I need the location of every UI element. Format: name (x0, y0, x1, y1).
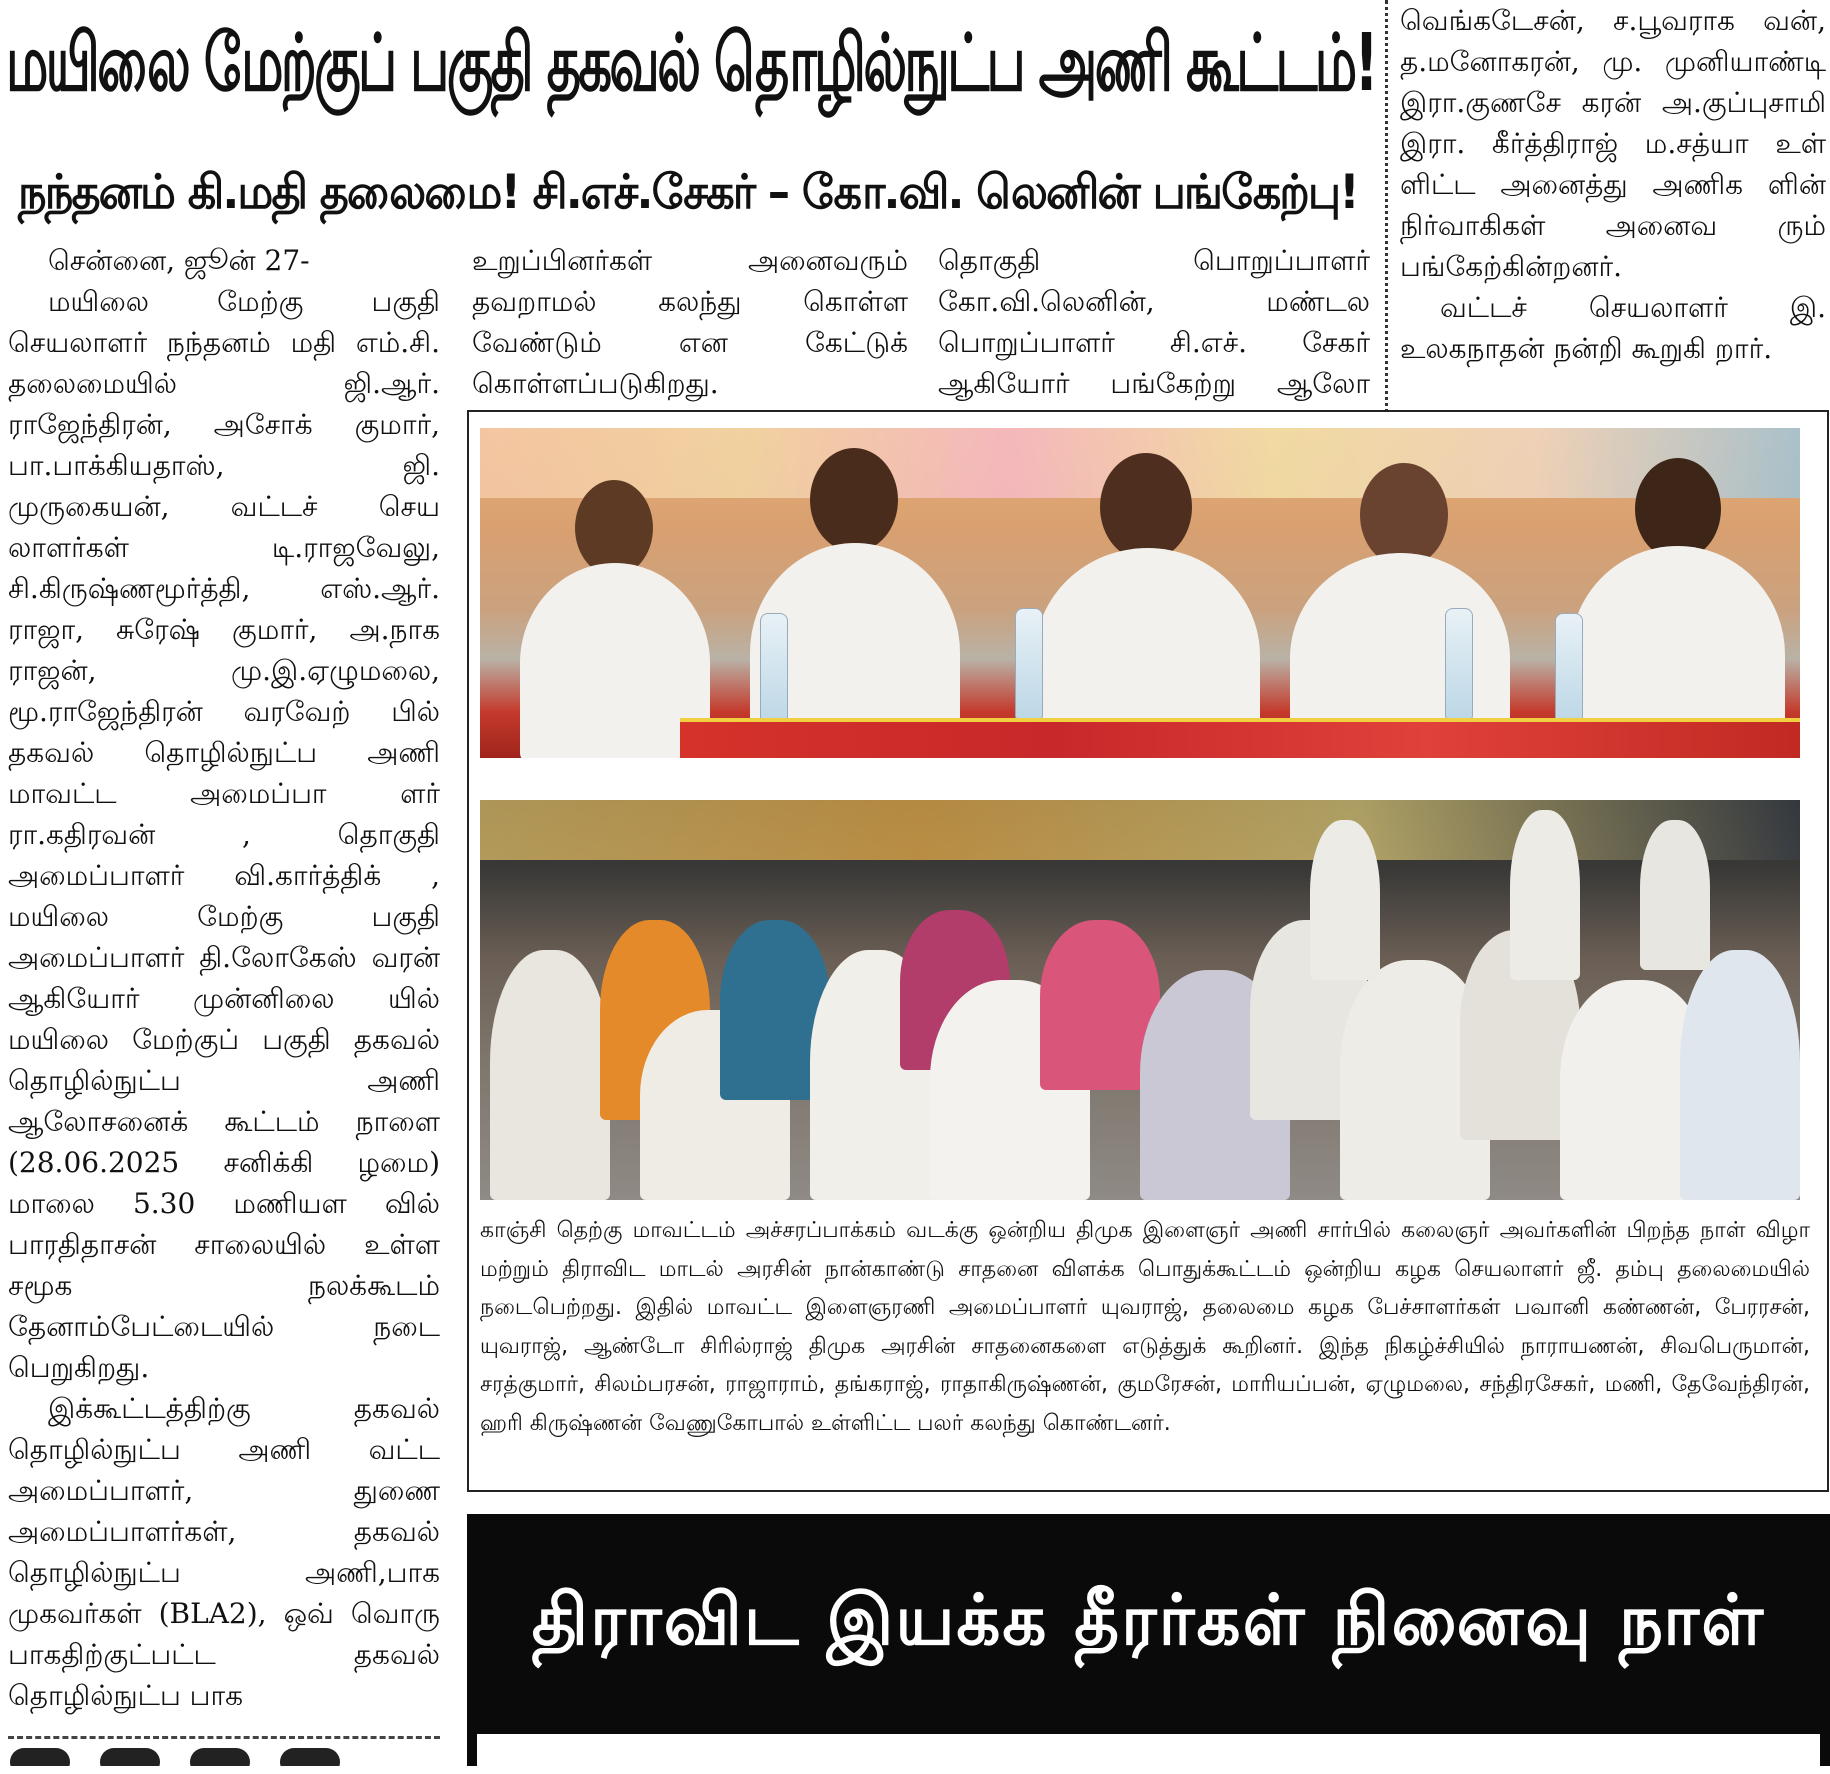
article-column-1 (8, 240, 440, 1720)
article-paragraph: இக்கூட்டத்திற்கு தகவல் தொழில்நுட்ப அணி வட்ட அமைப்பாளர், துணை அமைப்பாளர்கள், தகவல் தொழில்நுட்ப அணி,பாக முகவர்கள் (BLA2), ஒவ் வொரு பாகதிற்குட்பட்ட தகவல் தொழில்நுட்ப பாக (8, 1392, 440, 1712)
person-head (1635, 458, 1721, 560)
person-head (810, 448, 898, 552)
article-paragraph: வெங்கடேசன், ச.பூவராக வன், த.மனோகரன், மு. முனியாண்டி இரா.குணசே கரன் அ.குப்புசாமி இரா. கீர்த்திராஜ் ம.சத்யா உள் ளிட்ட அனைத்து அணிக ளின் நிர்வாகிகள் அனைவ ரும் பங்கேற்கின்றனர். (1400, 4, 1826, 283)
article-column-2 (472, 240, 908, 410)
photo-caption-text: காஞ்சி தெற்கு மாவட்டம் அச்சரப்பாக்கம் வடக்கு ஒன்றிய திமுக இளைஞர் அணி சார்பில் கலைஞர் அவர்களின் பிறந்த நாள் விழா மற்றும் திராவிட மாடல் அரசின் நான்காண்டு சாதனை விளக்க பொதுக்கூட்டம் ஒன்றிய கழக செயலாளர் ஜீ. தம்பு தலைமையில் நடைபெற்றது. இதில் மாவட்ட இளைஞரணி அமைப்பாளர் யுவராஜ், தலைமை கழக பேச்சாளர்கள் பவானி கண்ணன், பேரரசன், யுவராஜ், ஆண்டோ சிரில்ராஜ் திமுக அரசின் சாதனைகளை எடுத்துக் கூறினர். இந்த நிகழ்ச்சியில் நாராயணன், சிவபெருமான், சரத்குமார், சிலம்பரசன், ராஜாராம், தங்கராஜ், ராதாகிருஷ்ணன், குமரேசன், மாரியப்பன், ஏழுமலை, சந்திரசேகர், மணி, தேவேந்திரன், ஹரி கிருஷ்ணன் வேணுகோபால் உள்ளிட்ட பலர் கலந்து கொண்டனர். (480, 1218, 1810, 1436)
dateline: சென்னை, ஜூன் 27- (48, 244, 310, 277)
water-bottle (1015, 608, 1043, 720)
article-paragraph: வட்டச் செயலாளர் இ. உலகநாதன் நன்றி கூறுகி றார். (1400, 291, 1826, 365)
person-head (1100, 453, 1192, 561)
subheadline: நந்தனம் கி.மதி தலைமை! சி.எச்.சேகர் – கோ.வி. லெனின் பங்கேற்பு! (18, 165, 1358, 220)
article-paragraph: தொகுதி பொறுப்பாளர் கோ.வி.லெனின், மண்டல பொறுப்பாளர் சி.எச். சேகர் ஆகியோர் பங்கேற்று ஆலோ (938, 244, 1370, 400)
backdrop-banner (480, 800, 1800, 860)
person-head (575, 480, 653, 576)
memorial-box-title: திராவிட இயக்க தீரர்கள் நினைவு நாள் (531, 1578, 1766, 1661)
photo-feature (467, 410, 1829, 1492)
memorial-box (467, 1514, 1830, 1766)
article-paragraph: உறுப்பினர்கள் அனைவரும் தவறாமல் கலந்து கொள்ள வேண்டும் என கேட்டுக் கொள்ளப்படுகிறது. (472, 244, 908, 400)
standing-person (1510, 810, 1580, 980)
article-paragraph: மயிலை மேற்கு பகுதி செயலாளர் நந்தனம் மதி எம்.சி. தலைமையில் ஜி.ஆர். ராஜேந்திரன், அசோக் குமார், பா.பாக்கியதாஸ், ஜி. முருகையன், வட்டச் செய லாளர்கள் டி.ராஜவேலு, சி.கிருஷ்ணமூர்த்தி, எஸ்.ஆர். ராஜா, சுரேஷ் குமார், அ.நாக ராஜன், மு.இ.ஏழுமலை, மூ.ராஜேந்திரன் வரவேற் பில் தகவல் தொழில்நுட்ப அணி மாவட்ட அமைப்பா ளர் ரா.கதிரவன் , தொகுதி அமைப்பாளர் வி.கார்த்திக் , மயிலை மேற்கு பகுதி அமைப்பாளர் தி.லோகேஸ் வரன் ஆகியோர் முன்னிலை யில் மயிலை மேற்குப் பகுதி தகவல் தொழில்நுட்ப அணி ஆலோசனைக் கூட்டம் நாளை (28.06.2025 சனிக்கி ழமை) மாலை 5.30 மணியள வில் பாரதிதாசன் சாலையில் உள்ள சமூக நலக்கூடம் தேனாம்பேட்டையில் நடை பெறுகிறது. (8, 285, 440, 1384)
audience-member (1680, 950, 1800, 1200)
audience-photo (480, 800, 1800, 1200)
table-cloth (680, 718, 1800, 758)
stage-photo (480, 428, 1800, 758)
water-bottle (760, 613, 788, 725)
article-column-3 (938, 240, 1370, 410)
memorial-box-body (477, 1734, 1820, 1774)
photo-caption (480, 1212, 1810, 1482)
next-article-heading-cutoff (10, 1748, 430, 1766)
section-divider (8, 1736, 440, 1739)
standing-person (1640, 820, 1710, 970)
article-column-4 (1400, 0, 1826, 440)
standing-person (1310, 820, 1380, 980)
person-head (1360, 463, 1448, 567)
water-bottle (1555, 613, 1583, 725)
audience-member (490, 950, 610, 1200)
water-bottle (1445, 608, 1473, 720)
column-divider (1385, 0, 1388, 450)
headline: மயிலை மேற்குப் பகுதி தகவல் தொழில்நுட்ப அணி கூட்டம்! (6, 17, 1376, 109)
